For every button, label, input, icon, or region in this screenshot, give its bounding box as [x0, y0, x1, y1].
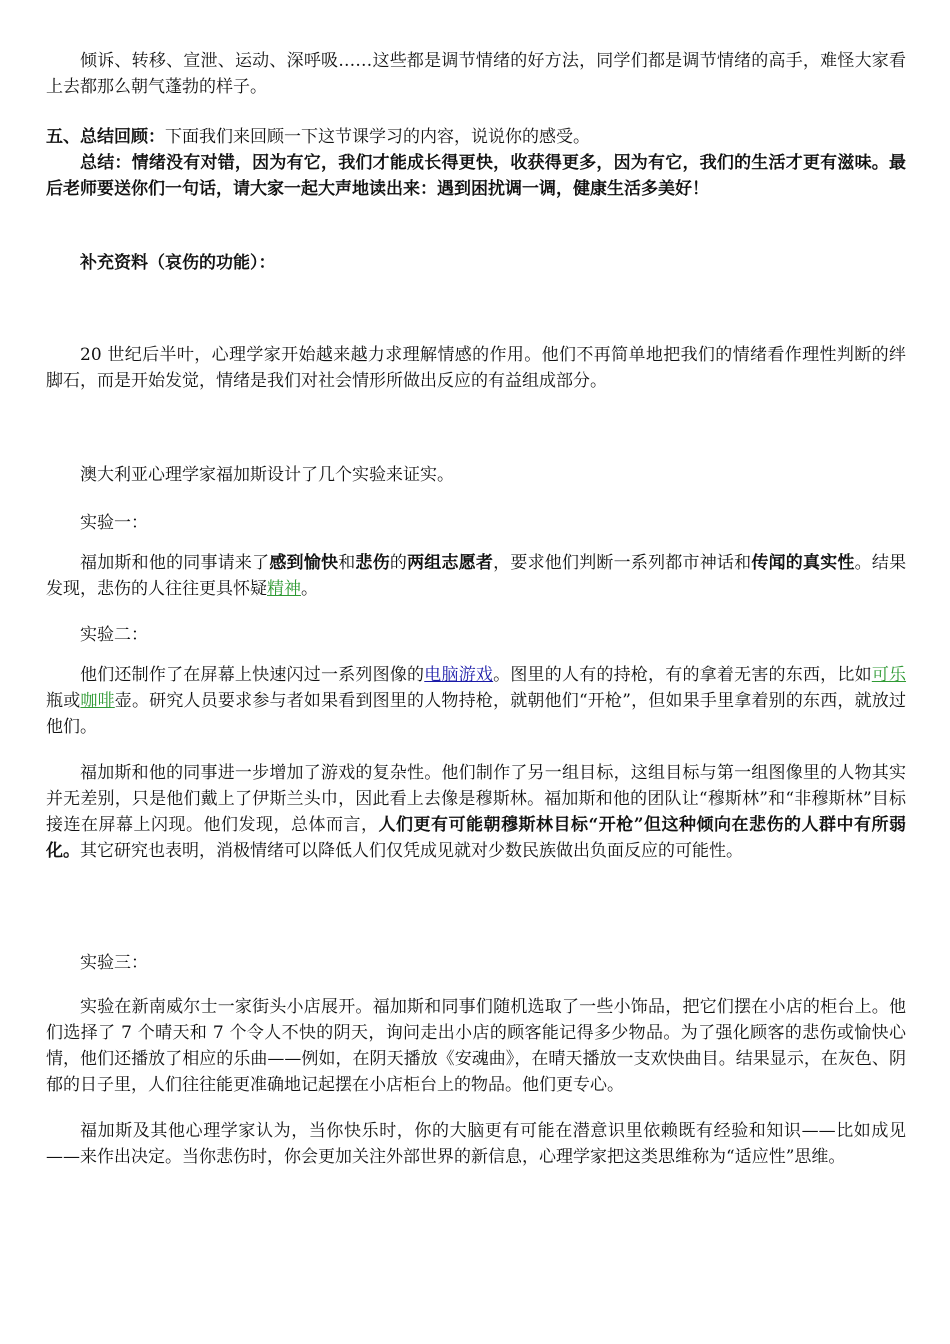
- exp1-b3: 两组志愿者: [407, 553, 494, 573]
- exp2-t3: 瓶或: [46, 691, 81, 711]
- exp1-b4: 传闻的真实性: [751, 553, 855, 573]
- exp2-label: 实验二：: [80, 625, 148, 645]
- exp1-block: [46, 550, 906, 602]
- exp2-p2: [46, 760, 906, 864]
- exp1-t1: 福加斯和他的同事请来了: [80, 553, 270, 573]
- methods-text: 倾诉、转移、宣泄、运动、深呼吸……这些都是调节情绪的好方法，同学们都是调节情绪的高手，难怪大家看上去都那么朝气蓬勃的样子。: [46, 51, 906, 97]
- exp3-label: 实验三：: [80, 953, 148, 973]
- exp1-t3: 的: [389, 553, 408, 573]
- exp1-b2: 悲伤: [355, 553, 390, 573]
- section-five-text: 下面我们来回顾一下这节课学习的内容，说说你的感受。: [165, 127, 590, 147]
- exp2-t1: 他们还制作了在屏幕上快速闪过一系列图像的: [80, 665, 425, 685]
- supplement-title-block: [46, 250, 906, 276]
- exp2-block-2: [46, 760, 906, 864]
- paragraph-methods: [46, 48, 906, 100]
- exp1-t5: 。结果发现，悲伤的人往往更具怀疑: [46, 553, 907, 599]
- exp1-label: 实验一：: [80, 513, 148, 533]
- exp2-text: [46, 662, 906, 740]
- link-cola[interactable]: 可乐: [871, 665, 907, 685]
- conclusion-block: [46, 1118, 906, 1170]
- link-jingshen[interactable]: 精神: [267, 579, 301, 599]
- conclusion-text: 福加斯及其他心理学家认为，当你快乐时，你的大脑更有可能在潜意识里依赖既有经验和知识——比如成见——来作出决定。当你悲伤时，你会更加关注外部世界的新信息，心理学家把这类思维称为“适应性”思维。: [46, 1121, 906, 1167]
- exp1-t6: 。: [301, 579, 318, 599]
- exp3-label-block: [46, 950, 906, 976]
- exp1-t4: ，要求他们判断一系列都市神话和: [493, 553, 752, 573]
- exp1-b1: 感到愉快: [269, 553, 339, 573]
- exp2-p2-bold: 人们更有可能朝穆斯林目标“开枪”但这种倾向在悲伤的人群中有所弱化。: [46, 815, 907, 861]
- intro-block: [46, 342, 906, 394]
- summary-text: 总结：情绪没有对错，因为有它，我们才能成长得更快，收获得更多，因为有它，我们的生活才更有滋味。最后老师要送你们一句话，请大家一起大声地读出来：遇到困扰调一调，健康生活多美好！: [46, 153, 906, 199]
- exp2-t4: 壶。研究人员要求参与者如果看到图里的人物持枪，就朝他们“开枪”，但如果手里拿着别的东西，就放过他们。: [46, 691, 907, 737]
- exp2-p2-t1: 福加斯和他的同事进一步增加了游戏的复杂性。他们制作了另一组目标，这组目标与第一组图像里的人物其实并无差别，只是他们戴上了伊斯兰头巾，因此看上去像是穆斯林。福加斯和他的团队让“穆斯林”和“非穆斯林”目标接连在屏幕上闪现。他们发现，总体而言，: [46, 763, 906, 835]
- link-computer-game[interactable]: 电脑游戏: [424, 665, 494, 685]
- link-coffee[interactable]: 咖啡: [80, 691, 115, 711]
- exp2-label-block: [46, 622, 906, 648]
- exp2-p2-t2: 其它研究也表明，消极情绪可以降低人们仅凭成见就对少数民族做出负面反应的可能性。: [80, 841, 743, 861]
- supplement-title: 补充资料（哀伤的功能）：: [80, 253, 276, 273]
- exp1-label-block: [46, 510, 906, 536]
- exp3-text: 实验在新南威尔士一家街头小店展开。福加斯和同事们随机选取了一些小饰品，把它们摆在小店的柜台上。他们选择了 7 个晴天和 7 个令人不快的阴天，询问走出小店的顾客能记得多少物品。为了强化顾客的悲伤或愉快心情，他们还播放了相应的乐曲——例如，在阴天播放《安魂曲》，在晴天播放一支欢快曲目。结果显示，在灰色、阴郁的日子里，人们往往能更准确地记起摆在小店柜台上的物品。他们更专心。: [46, 997, 906, 1095]
- exp2-t2: 。图里的人有的持枪，有的拿着无害的东西，比如: [493, 665, 872, 685]
- exp2-block: [46, 662, 906, 740]
- intro-text: 20 世纪后半叶，心理学家开始越来越力求理解情感的作用。他们不再简单地把我们的情绪看作理性判断的绊脚石，而是开始发觉，情绪是我们对社会情形所做出反应的有益组成部分。: [46, 345, 906, 391]
- exp1-text: [46, 550, 906, 602]
- forgas-text: 澳大利亚心理学家福加斯设计了几个实验来证实。: [80, 465, 454, 485]
- section-five-heading: 五、总结回顾：: [46, 127, 165, 147]
- forgas-block: [46, 462, 906, 488]
- exp3-block: [46, 994, 906, 1098]
- section-five: [46, 124, 906, 202]
- exp1-t2: 和: [338, 553, 356, 573]
